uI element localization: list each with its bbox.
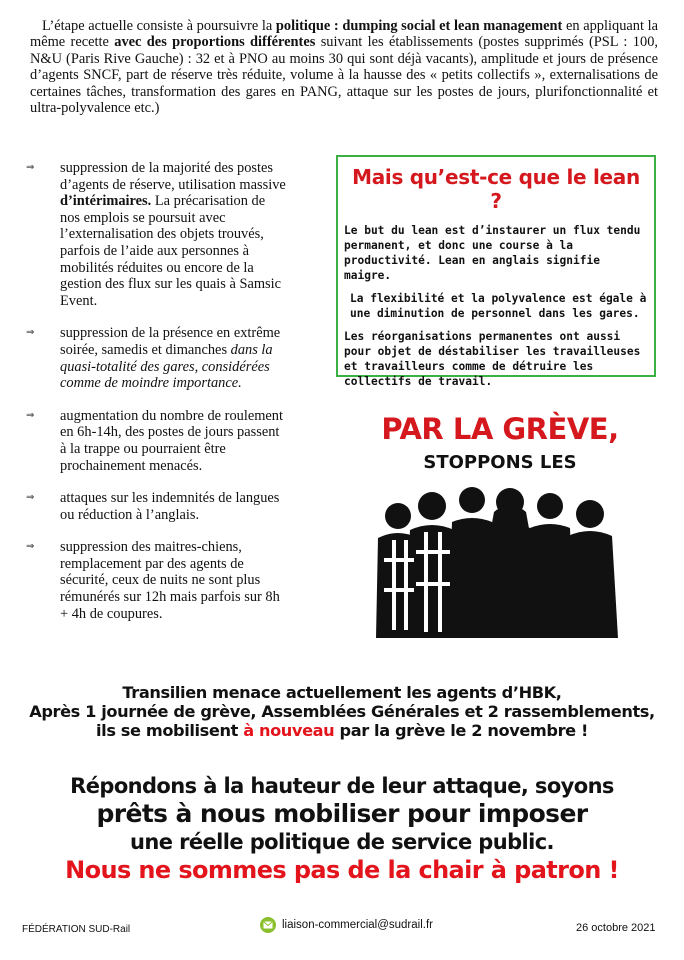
lean-paragraph: La flexibilité et la polyvalence est égale à une diminution de personnel dans les gares. [350,292,647,320]
greve-subtitle: STOPPONS LES [423,452,577,473]
bullet-text: suppression de la majorité des postes d’agents de réserve, utilisation massive [60,160,286,193]
email-link[interactable]: liaison-commercial@sudrail.fr [282,919,433,931]
intro-bold: avec des proportions différentes [114,34,316,51]
bullet-italic: dans la quasi-totalité des gares, considérées comme de moindre importance. [60,341,273,392]
lean-paragraph: Les réorganisations permanentes ont aussi pour objet de déstabiliser les travailleuses et travailleurs comme de détruire les collectifs de travail. [344,330,641,388]
intro-paragraph [30,18,658,116]
banner-line: Après 1 journée de grève, Assemblées Générales et 2 rassemblements, [29,702,655,721]
bullet-list [22,160,287,638]
greve-title: PAR LA GRÈVE, [381,412,619,446]
footer-contact [260,917,433,933]
bullet-text: suppression des maitres-chiens, remplacement par des agents de sécurité, ceux de nuits ne sont plus rémunérés sur 12h mais parfois sur 8h + 4h de coupures. [60,539,280,622]
intro-text: suivant les établissements (postes supprimés (PSL : 100, N&U (Paris Rive Gauche) : 32 et à PNO au moins 30 qui sont déjà vacants), amplitude et jours de présence d’agents SNCF, part de réserve très réduite, volume à la hausse des « petits collectifs », externalisations de certaines tâches, transformation des gares en PANG, attaque sur les postes de jours, plurifonctionnalité et ultra-polyvalence etc.) [30,34,658,117]
cta-line: une réelle politique de service public. [130,830,554,854]
crowd-silhouettes-image [370,478,630,638]
federation-label: FÉDÉRATION SUD-Rail [22,924,131,935]
list-item [22,539,287,622]
intro-text: L’étape actuelle consiste à poursuivre la [42,18,276,34]
double-arrow-icon: ⇒ [26,327,35,339]
bullet-text: augmentation du nombre de roulement en 6h-14h, des postes de jours passent à la trappe ou pourraient être prochainement menacés. [60,407,283,474]
bullet-bold: d’intérimaires. [60,193,152,210]
lean-info-box [336,155,656,388]
intro-text: en appliquant la même recette [30,18,658,51]
list-item [22,325,287,391]
cta-line: Nous ne sommes pas de la chair à patron ! [65,856,619,884]
mail-icon [260,917,276,933]
date-label: 26 octobre 2021 [576,922,656,934]
bullet-text: La précarisation de nos emplois se poursuit avec l’externalisation des objets trouvés, parfois de l’aide aux personnes à mobilités réduites ou encore de la gestion des flux sur les quais à Samsic Event. [60,193,282,309]
lean-title: Mais qu’est-ce que le lean ? [352,165,640,213]
double-arrow-icon: ⇒ [26,492,35,504]
cta-line: prêts à nous mobiliser pour imposer [96,799,588,828]
intro-bold: politique : dumping social et lean management [275,18,563,34]
lean-paragraph: Le but du lean est d’instaurer un flux tendu permanent, et donc une course à la productivité. Lean en anglais signifie maigre. [344,224,641,282]
banner-line: Transilien menace actuellement les agents d’HBK, [122,683,562,702]
bullet-text: attaques sur les indemnités de langues ou réduction à l’anglais. [60,490,280,523]
list-item [22,160,287,309]
list-item [22,408,287,474]
cta-line: Répondons à la hauteur de leur attaque, soyons [70,774,614,798]
bullet-text: suppression de la présence en extrême soirée, samedis et dimanches [60,325,281,358]
banner-text: ils se mobilisent [96,721,244,740]
banner-line [20,721,664,740]
banner-highlight: à nouveau [243,721,335,740]
banner-text: par la grève le 2 novembre ! [334,721,588,740]
list-item [22,490,287,523]
double-arrow-icon: ⇒ [26,541,35,553]
call-to-action-banner [12,772,672,884]
double-arrow-icon: ⇒ [26,409,35,421]
double-arrow-icon: ⇒ [26,162,35,173]
mobilisation-banner [20,683,664,740]
